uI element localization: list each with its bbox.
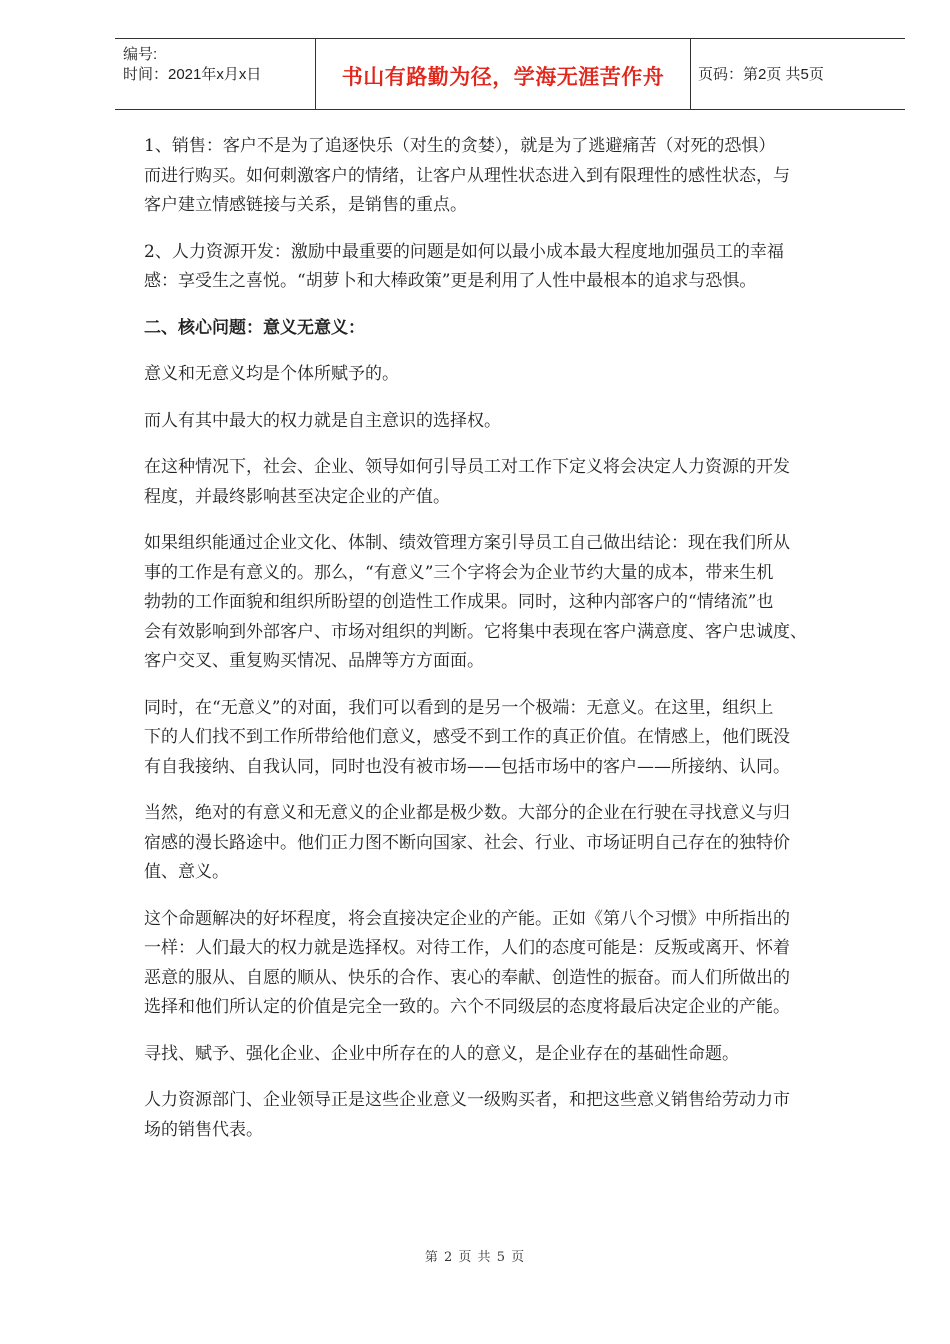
paragraph	[144, 1040, 884, 1070]
text-line: 客户建立情感链接与关系，是销售的重点。	[144, 195, 467, 215]
text-line: 会有效影响到外部客户、市场对组织的判断。它将集中表现在客户满意度、客户忠诚度、	[144, 621, 807, 642]
text-line: 事的工作是有意义的。那么，“有意义”三个字将会为企业节约大量的成本，带来生机	[144, 562, 774, 583]
text-line: 当然，绝对的有意义和无意义的企业都是极少数。大部分的企业在行驶在寻找意义与归	[144, 803, 790, 823]
paragraph	[144, 694, 884, 783]
paragraph	[144, 529, 884, 677]
paragraph	[144, 799, 884, 888]
text-line: 恶意的服从、自愿的顺从、快乐的合作、衷心的奉献、创造性的振奋。而人们所做出的	[144, 967, 790, 988]
text-line: 而人有其中最大的权力就是自主意识的选择权。	[144, 410, 501, 431]
paragraph	[144, 453, 884, 512]
text-line: 二、核心问题：意义无意义：	[144, 317, 365, 338]
text-line: 有自我接纳、自我认同，同时也没有被市场——包括市场中的客户——所接纳、认同。	[144, 756, 790, 777]
text-line: 1、销售：客户不是为了追逐快乐（对生的贪婪），就是为了逃避痛苦（对死的恐惧）	[144, 136, 776, 156]
header-page-cell	[690, 39, 905, 109]
text-line: 这个命题解决的好坏程度，将会直接决定企业的产能。正如《第八个习惯》中所指出的	[144, 908, 790, 929]
text-line: 意义和无意义均是个体所赋予的。	[144, 364, 399, 384]
text-line: 勃勃的工作面貌和组织所盼望的创造性工作成果。同时，这种内部客户的“情绪流”也	[144, 592, 774, 612]
text-line: 感：享受生之喜悦。“胡萝卜和大棒政策”更是利用了人性中最根本的追求与恐惧。	[144, 271, 757, 291]
paragraph	[144, 1086, 884, 1145]
paragraph	[144, 360, 884, 390]
time-label: 时间：2021年x月x日	[123, 66, 262, 83]
text-line: 宿感的漫长路途中。他们正力图不断向国家、社会、行业、市场证明自己存在的独特价	[144, 832, 790, 853]
motto-text: 书山有路勤为径，学海无涯苦作舟	[341, 65, 665, 89]
text-line: 如果组织能通过企业文化、体制、绩效管理方案引导员工自己做出结论：现在我们所从	[144, 533, 790, 553]
paragraph	[144, 905, 884, 1023]
text-line: 而进行购买。如何刺激客户的情绪，让客户从理性状态进入到有限理性的感性状态，与	[144, 165, 790, 186]
section-heading	[144, 314, 884, 344]
paragraph	[144, 407, 884, 437]
text-line: 场的销售代表。	[144, 1119, 263, 1140]
text-line: 程度，并最终影响甚至决定企业的产值。	[144, 486, 450, 507]
page-footer: 第 2 页 共 5 页	[424, 1250, 526, 1265]
text-line: 下的人们找不到工作所带给他们意义，感受不到工作的真正价值。在情感上，他们既没	[144, 727, 790, 747]
code-label: 编号:	[123, 46, 158, 63]
text-line: 寻找、赋予、强化企业、企业中所存在的人的意义，是企业存在的基础性命题。	[144, 1043, 739, 1064]
text-line: 在这种情况下，社会、企业、领导如何引导员工对工作下定义将会决定人力资源的开发	[144, 457, 790, 477]
header-motto-cell	[315, 39, 691, 109]
document-body	[144, 132, 884, 1162]
text-line: 2、人力资源开发：激励中最重要的问题是如何以最小成本最大程度地加强员工的幸福	[144, 241, 784, 262]
paragraph	[144, 238, 884, 297]
text-line: 客户交叉、重复购买情况、品牌等方方面面。	[144, 651, 484, 671]
paragraph	[144, 132, 884, 221]
text-line: 选择和他们所认定的价值是完全一致的。六个不同级层的态度将最后决定企业的产能。	[144, 997, 790, 1017]
header-page-number: 页码：第2页 共5页	[698, 66, 824, 83]
header-info-cell	[115, 39, 315, 109]
page-header	[115, 38, 905, 110]
text-line: 人力资源部门、企业领导正是这些企业意义一级购买者，和把这些意义销售给劳动力市	[144, 1090, 790, 1110]
text-line: 同时，在“无意义”的对面，我们可以看到的是另一个极端：无意义。在这里，组织上	[144, 697, 774, 718]
text-line: 值、意义。	[144, 862, 229, 882]
text-line: 一样：人们最大的权力就是选择权。对待工作，人们的态度可能是：反叛或离开、怀着	[144, 938, 790, 958]
